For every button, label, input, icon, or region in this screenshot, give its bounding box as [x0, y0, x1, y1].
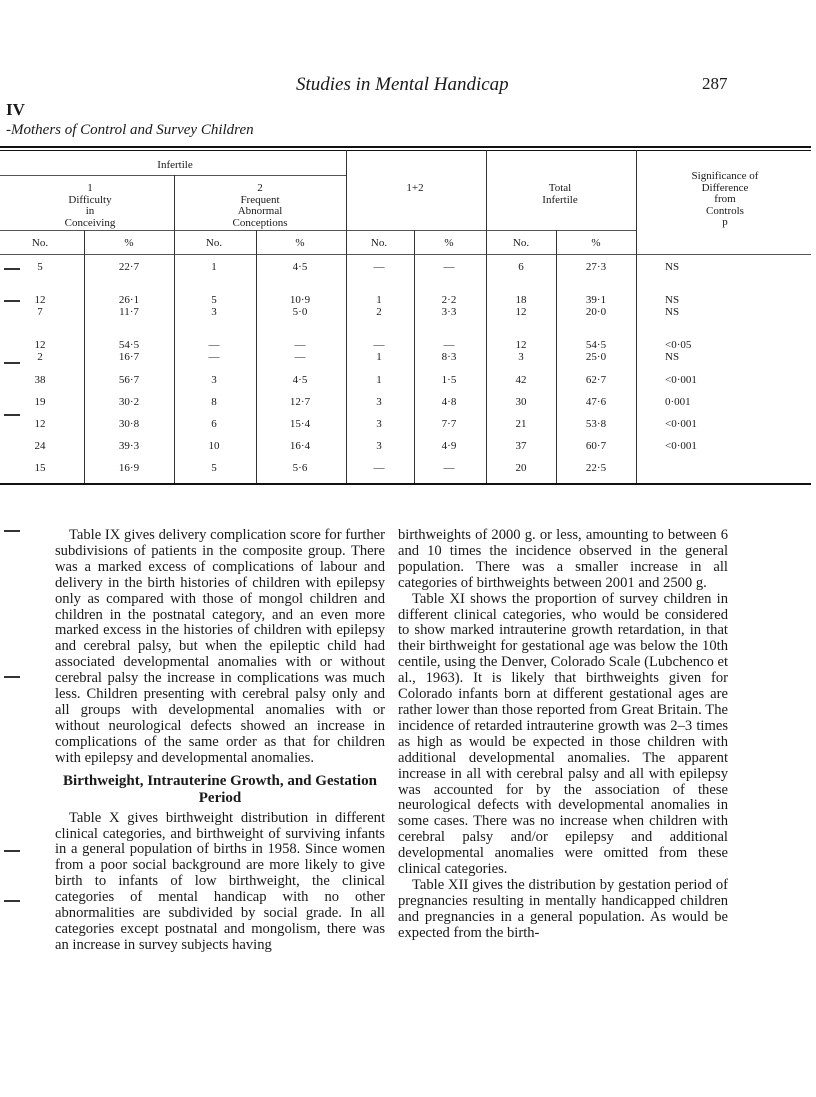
table-cell: —	[373, 462, 385, 474]
table-cell: 1	[376, 294, 382, 306]
table-cell: 54·5	[585, 339, 607, 351]
header-group4: Total Infertile	[542, 182, 578, 206]
table-cell: 3	[376, 418, 382, 430]
table-cell: 3	[518, 351, 524, 363]
table-cell: 2	[37, 351, 43, 363]
header-bottom-rule	[0, 254, 811, 255]
table-cell: 47·6	[585, 396, 607, 408]
paragraph: Table X gives birthweight distribution in different clinical categories, and birthweight of surviving infants in a general population of births in 1958. Since women from a poor social background are more likely to give birth to infants of low birthweight, the clinical categories of mental handicap with no other abnormalities are subdivided by social grade. In all categories except postnatal and mongolism, there was an increase in survey subjects having	[55, 809, 385, 953]
table-cell: 10	[208, 440, 220, 452]
table-cell: 53·8	[585, 418, 607, 430]
header-group1: 1 Difficulty in Conceiving	[64, 182, 116, 229]
table-cell: 25·0	[585, 351, 607, 363]
table-caption: -Mothers of Control and Survey Children	[6, 122, 254, 138]
table-cell: 2·2	[441, 294, 457, 306]
significance-cell: <0·001	[665, 374, 697, 386]
col-divider	[414, 230, 415, 483]
table-cell: 1	[211, 261, 217, 273]
significance-cell: NS	[665, 261, 680, 273]
table-cell: 24	[34, 440, 46, 452]
table-cell: 22·7	[118, 261, 140, 273]
table-cell: 30	[515, 396, 527, 408]
table-cell: —	[373, 261, 385, 273]
table-cell: 18	[515, 294, 527, 306]
section-heading: Birthweight, Intrauterine Growth, and Gestation Period	[63, 772, 377, 806]
subheader-pct: %	[295, 237, 305, 249]
table-cell: 5	[37, 261, 43, 273]
subheader-no: No.	[205, 237, 223, 249]
table-cell: 39·3	[118, 440, 140, 452]
margin-mark	[4, 530, 20, 532]
subheader-pct: %	[444, 237, 454, 249]
table-cell: 42	[515, 374, 527, 386]
subheader-no: No.	[370, 237, 388, 249]
table-cell: 1	[376, 374, 382, 386]
significance-cell: 0·001	[665, 396, 691, 408]
paragraph: Table XII gives the distribution by gestation period of pregnancies resulting in mentally handicapped children and pregnancies in a general population. As would be expected from the birth-	[398, 876, 728, 941]
table-cell: 12	[34, 339, 46, 351]
significance-cell: NS	[665, 294, 680, 306]
table-cell: 4·5	[292, 374, 308, 386]
table-cell: 3·3	[441, 306, 457, 318]
col-divider	[346, 150, 347, 483]
table-cell: —	[373, 339, 385, 351]
significance-cell: <0·05	[665, 339, 692, 351]
header-group3: 1+2	[406, 182, 424, 194]
margin-mark	[4, 300, 20, 302]
table-cell: 3	[211, 374, 217, 386]
margin-mark	[4, 900, 20, 902]
col-divider	[556, 230, 557, 483]
margin-mark	[4, 362, 20, 364]
table-cell: 7·7	[441, 418, 457, 430]
table-cell: —	[208, 351, 220, 363]
table-cell: 54·5	[118, 339, 140, 351]
table-cell: —	[443, 462, 455, 474]
table-cell: 12	[515, 306, 527, 318]
table-cell: —	[443, 261, 455, 273]
table-cell: 4·5	[292, 261, 308, 273]
margin-mark	[4, 676, 20, 678]
table-cell: 30·2	[118, 396, 140, 408]
table-cell: 16·9	[118, 462, 140, 474]
table-cell: 10·9	[289, 294, 311, 306]
table-cell: 15	[34, 462, 46, 474]
significance-cell: NS	[665, 351, 680, 363]
significance-cell: NS	[665, 306, 680, 318]
margin-mark	[4, 414, 20, 416]
subheader-rule	[0, 230, 636, 231]
subheader-pct: %	[591, 237, 601, 249]
table-cell: 2	[376, 306, 382, 318]
page-number: 287	[702, 74, 728, 93]
table-cell: 56·7	[118, 374, 140, 386]
col-divider	[636, 150, 637, 483]
left-column	[55, 528, 385, 954]
table-cell: 37	[515, 440, 527, 452]
table-cell: 4·9	[441, 440, 457, 452]
table-cell: 6	[211, 418, 217, 430]
table-cell: —	[294, 351, 306, 363]
table-cell: —	[208, 339, 220, 351]
table-cell: 12	[34, 294, 46, 306]
header-significance: Significance of Difference from Controls p	[691, 170, 759, 228]
table-cell: 4·8	[441, 396, 457, 408]
table-number: IV	[6, 100, 25, 119]
table-cell: 60·7	[585, 440, 607, 452]
table-cell: 12·7	[289, 396, 311, 408]
table-cell: 5·6	[292, 462, 308, 474]
table-cell: 15·4	[289, 418, 311, 430]
table-cell: —	[443, 339, 455, 351]
table-cell: 62·7	[585, 374, 607, 386]
table-cell: 6	[518, 261, 524, 273]
col-divider	[256, 230, 257, 483]
table-top-rule-2	[0, 150, 811, 151]
infertile-group-rule	[0, 175, 346, 176]
table-cell: 12	[515, 339, 527, 351]
table-cell: 3	[376, 440, 382, 452]
table-cell: 1	[376, 351, 382, 363]
col-divider	[486, 150, 487, 483]
subheader-no: No.	[31, 237, 49, 249]
running-title: Studies in Mental Handicap	[296, 74, 509, 95]
table-cell: 7	[37, 306, 43, 318]
table-cell: 19	[34, 396, 46, 408]
table-cell: 8·3	[441, 351, 457, 363]
table-top-rule	[0, 146, 811, 148]
table-cell: 27·3	[585, 261, 607, 273]
subheader-no: No.	[512, 237, 530, 249]
table-cell: 8	[211, 396, 217, 408]
paragraph: birthweights of 2000 g. or less, amounting to between 6 and 10 times the incidence observed in the general population. There was a smaller increase in all categories of birthweights between 2001 and 2500 g.	[398, 527, 728, 591]
table-bottom-rule	[0, 483, 811, 485]
table-cell: 3	[376, 396, 382, 408]
table-cell: 30·8	[118, 418, 140, 430]
table-cell: 1·5	[441, 374, 457, 386]
right-column	[398, 528, 728, 942]
table-cell: 20	[515, 462, 527, 474]
col-divider	[174, 175, 175, 483]
margin-mark	[4, 850, 20, 852]
table-cell: 11·7	[119, 306, 139, 318]
table-cell: 26·1	[118, 294, 140, 306]
header-group2: 2 Frequent Abnormal Conceptions	[232, 182, 288, 229]
table-cell: 20·0	[585, 306, 607, 318]
col-divider	[84, 230, 85, 483]
table-cell: —	[294, 339, 306, 351]
table-cell: 5	[211, 294, 217, 306]
margin-mark	[4, 268, 20, 270]
significance-cell: <0·001	[665, 440, 697, 452]
table-cell: 16·7	[118, 351, 140, 363]
table-cell: 39·1	[585, 294, 607, 306]
significance-cell: <0·001	[665, 418, 697, 430]
subheader-pct: %	[124, 237, 134, 249]
table-cell: 22·5	[585, 462, 607, 474]
table-cell: 16·4	[289, 440, 311, 452]
paragraph: Table XI shows the proportion of survey children in different clinical categories, who would be considered to show marked intrauterine growth retardation, in that their birthweight for gestational age was below the 10th centile, using the Denver, Colorado Scale (Lubchenco et al., 1963). It is likely that birthweights given for Colorado infants born at different gestational ages are rather lower than those reported from Great Britain. The incidence of retarded intrauterine growth was 2–3 times as high as would be expected in those children with additional developmental anomalies. The apparent increase in all with cerebral palsy and all with epilepsy was accounted for by the association of these neurological defects with developmental anomalies in some cases. There was no increase when children with cerebral palsy and/or epilepsy and additional developmental anomalies were omitted from these clinical categories.	[398, 590, 728, 878]
header-infertile: Infertile	[157, 159, 193, 171]
table-cell: 21	[515, 418, 527, 430]
paragraph: Table IX gives delivery complication score for further subdivisions of patients in the composite group. There was a marked excess of complications of labour and delivery in the birth histories of children with epilepsy only as compared with those of mongol children and children in the postnatal category, and an even more marked excess in the histories of children with epilepsy and cerebral palsy, but when the epileptic child had associated developmental anomalies with or without cerebral palsy the increase in complications was much less. Children presenting with cerebral palsy only and all groups with developmental anomalies with or without neurological defects showed an increase in complications of the same order as that for children with epilepsy and developmental anomalies.	[55, 527, 385, 766]
table-cell: 38	[34, 374, 46, 386]
table-cell: 3	[211, 306, 217, 318]
table-cell: 12	[34, 418, 46, 430]
table-cell: 5·0	[292, 306, 308, 318]
table-cell: 5	[211, 462, 217, 474]
